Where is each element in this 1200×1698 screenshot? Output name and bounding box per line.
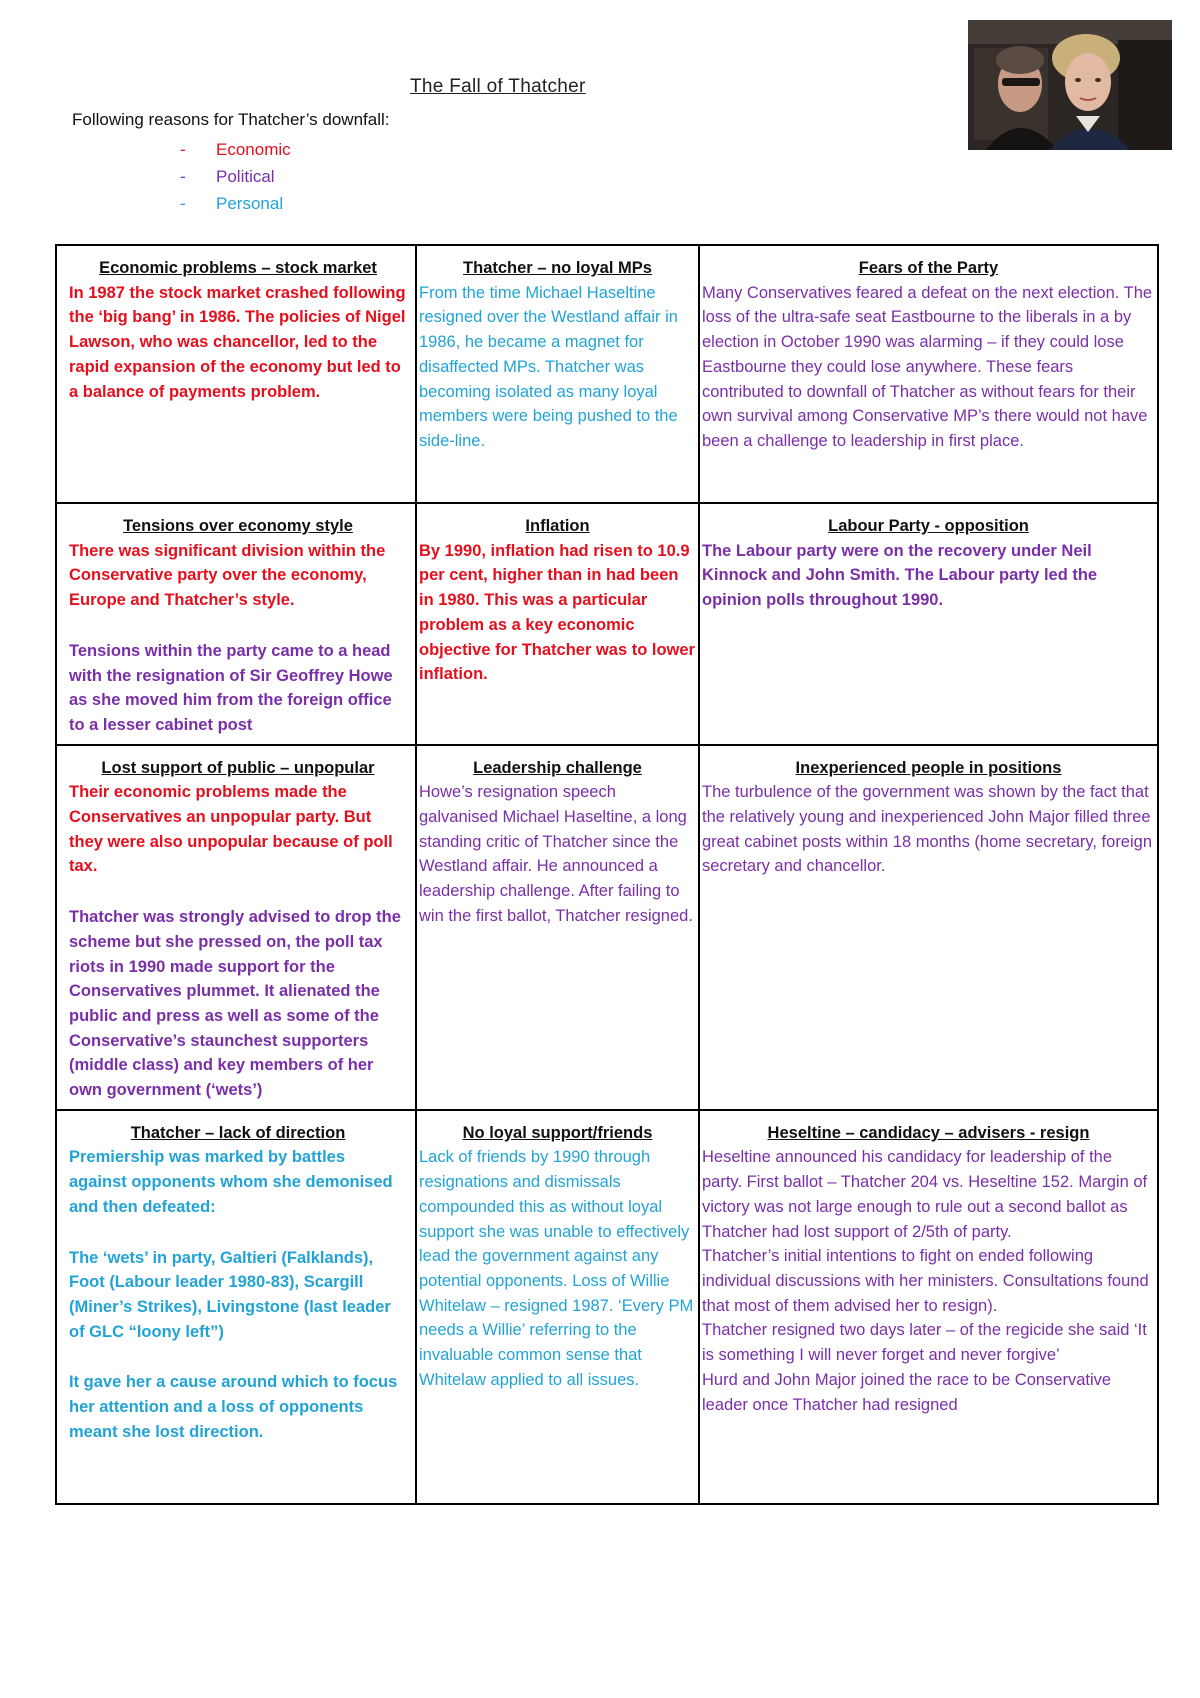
table-row bbox=[56, 745, 1158, 1110]
paragraph-gap bbox=[69, 613, 407, 639]
reason-economic bbox=[180, 136, 291, 163]
cell-heading: Thatcher – lack of direction bbox=[130, 1123, 346, 1142]
cell-heading: Heseltine – candidacy – advisers - resign bbox=[767, 1123, 1090, 1142]
thatcher-photo bbox=[968, 20, 1172, 150]
cell-text: The turbulence of the government was shown by the fact that the relatively young and inexperienced John Major filled three great cabinet posts within 18 months (home secretary, foreign secretary and chancellor. bbox=[702, 783, 1153, 876]
paragraph-gap bbox=[69, 1344, 407, 1370]
cell-text: Their economic problems made the Conservatives an unpopular party. But they were also unpopular because of poll tax. bbox=[69, 783, 393, 876]
table-row bbox=[56, 1110, 1158, 1504]
cell-leadership-challenge bbox=[416, 745, 699, 1110]
cell-heading: Inflation bbox=[525, 517, 590, 535]
reason-label: Economic bbox=[216, 140, 291, 159]
cell-tensions-economy bbox=[56, 503, 416, 745]
cell-text: By 1990, inflation had risen to 10.9 per cent, higher than in had been in 1980. This was a particular problem as a key economic objective for Thatcher was to lower inflation. bbox=[419, 541, 695, 684]
cell-heading: Economic problems – stock market bbox=[99, 259, 377, 277]
cell-heading: Inexperienced people in positions bbox=[795, 758, 1062, 777]
cell-heading: Fears of the Party bbox=[858, 259, 999, 277]
cell-text: In 1987 the stock market crashed following the ‘big bang’ in 1986. The policies of Nigel Lawson, who was chancellor, led to the rapid expansion of the economy but led to a balance of payments problem. bbox=[69, 283, 406, 401]
cell-text: The Labour party were on the recovery under Neil Kinnock and John Smith. The Labour party led the opinion polls throughout 1990. bbox=[702, 541, 1098, 610]
bullet-dash: - bbox=[180, 194, 186, 213]
cell-text: The ‘wets’ in party, Galtieri (Falklands), Foot (Labour leader 1980-83), Scargill (Miner’s Strikes), Livingstone (last leader of GLC “loony left”) bbox=[69, 1248, 391, 1341]
paragraph-gap bbox=[69, 879, 407, 905]
cell-heading: Labour Party - opposition bbox=[828, 517, 1029, 535]
cell-fears-of-party bbox=[699, 245, 1158, 503]
cell-no-loyal-support bbox=[416, 1110, 699, 1504]
reason-label: Political bbox=[216, 167, 275, 186]
cell-text: It gave her a cause around which to focus her attention and a loss of opponents meant she lost direction. bbox=[69, 1373, 398, 1441]
cell-lack-of-direction bbox=[56, 1110, 416, 1504]
intro-text: Following reasons for Thatcher’s downfall: bbox=[72, 110, 390, 129]
photo-illustration bbox=[968, 20, 1172, 150]
cell-text: Tensions within the party came to a head with the resignation of Sir Geoffrey Howe as she moved him from the foreign office to a lesser cabinet post bbox=[69, 641, 393, 734]
bullet-dash: - bbox=[180, 140, 186, 159]
cell-heading: Leadership challenge bbox=[473, 758, 642, 777]
cell-inexperienced bbox=[699, 745, 1158, 1110]
cell-text: Thatcher was strongly advised to drop the scheme but she pressed on, the poll tax riots in 1990 made support for the Conservatives plummet. It alienated the public and press as well as some of the Conservative’s staunchest supporters (middle class) and key members of her own government (‘wets’) bbox=[69, 908, 401, 1100]
cell-text: Thatcher’s initial intentions to fight on ended following individual discussions with her ministers. Consultations found that most of them advised her to resign). bbox=[702, 1247, 1149, 1315]
reason-personal bbox=[180, 190, 291, 217]
cell-text: Thatcher resigned two days later – of the regicide she said ‘It is something I will never forget and never forgive’ bbox=[702, 1321, 1147, 1365]
bullet-dash: - bbox=[180, 167, 186, 186]
cell-text: Howe’s resignation speech galvanised Michael Haseltine, a long standing critic of Thatcher since the Westland affair. He announced a leadership challenge. After failing to win the first ballot, Thatcher resigned. bbox=[419, 783, 693, 925]
cell-stock-market bbox=[56, 245, 416, 503]
page-title: The Fall of Thatcher bbox=[410, 76, 586, 97]
reason-political bbox=[180, 163, 291, 190]
reason-label: Personal bbox=[216, 194, 284, 213]
cell-inflation bbox=[416, 503, 699, 745]
cell-text: Many Conservatives feared a defeat on the next election. The loss of the ultra-safe seat Eastbourne to the liberals in a by election in October 1990 was alarming – if they could lose Eastbourne they could lose anywhere. These fears contributed to downfall of Thatcher as without fears for their own survival among Conservative MP’s there would not have been a challenge to leadership in first place. bbox=[702, 283, 1153, 450]
paragraph-gap bbox=[69, 1220, 407, 1246]
cell-lost-support bbox=[56, 745, 416, 1110]
cell-text: Heseltine announced his candidacy for leadership of the party. First ballot – Thatcher 204 vs. Heseltine 152. Margin of victory was not large enough to rule out a second ballot as Thatcher had lost support of 2/5th of party. bbox=[702, 1148, 1148, 1241]
cell-heading: Lost support of public – unpopular bbox=[101, 758, 375, 777]
cell-text: There was significant division within the Conservative party over the economy, Europe and Thatcher’s style. bbox=[69, 541, 386, 610]
table-row bbox=[56, 245, 1158, 503]
cell-heseltine-candidacy bbox=[699, 1110, 1158, 1504]
cell-labour-opposition bbox=[699, 503, 1158, 745]
cell-text: Premiership was marked by battles against opponents whom she demonised and then defeated: bbox=[69, 1148, 393, 1216]
reasons-table bbox=[55, 244, 1159, 1505]
cell-text: Lack of friends by 1990 through resignations and dismissals compounded this as without loyal support she was unable to effectively lead the government against any potential opponents. Loss of Willie Whitelaw – resigned 1987. ‘Every PM needs a Willie’ referring to the invaluable common sense that Whitelaw applied to all issues. bbox=[419, 1148, 694, 1389]
reason-list bbox=[180, 136, 291, 217]
cell-text: From the time Michael Haseltine resigned over the Westland affair in 1986, he became a magnet for disaffected MPs. Thatcher was becoming isolated as many loyal members were being pushed to the side-line. bbox=[419, 283, 678, 450]
cell-text: Hurd and John Major joined the race to be Conservative leader once Thatcher had resigned bbox=[702, 1370, 1112, 1414]
cell-heading: Thatcher – no loyal MPs bbox=[463, 259, 652, 277]
table-row bbox=[56, 503, 1158, 745]
cell-heading: Tensions over economy style bbox=[123, 517, 353, 535]
cell-no-loyal-mps bbox=[416, 245, 699, 503]
cell-heading: No loyal support/friends bbox=[462, 1123, 653, 1142]
